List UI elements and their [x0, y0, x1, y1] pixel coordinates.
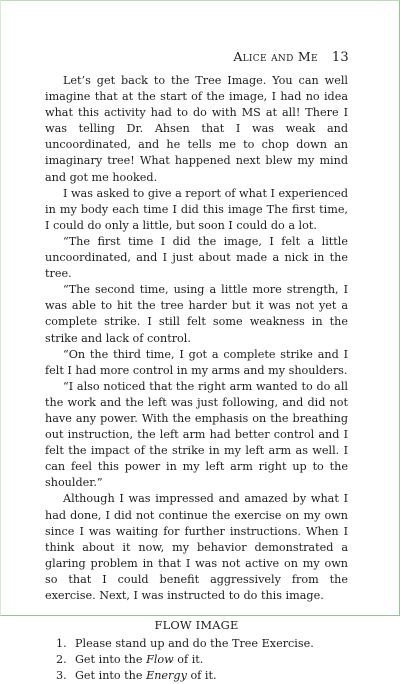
list-item: [45, 636, 348, 652]
step-number: 1.: [56, 637, 67, 651]
step-text: Please stand up and do the Tree Exercise.: [75, 637, 314, 651]
body-text: [45, 73, 348, 684]
paragraph: “The first time I did the image, I felt a little uncoordinated, and I just about made a nick in the tree.: [45, 234, 348, 281]
step-number: 3.: [56, 669, 67, 683]
step-number: 2.: [56, 653, 67, 667]
list-item: [45, 668, 348, 684]
step-text: Get into the Energy of it.: [75, 669, 217, 683]
section-title: FLOW IMAGE: [154, 618, 239, 633]
paragraph: “I also noticed that the right arm wanted to do all the work and the left was just following, and did not have any power. With the emphasis on the breathing out instruction, the left arm had better control and I felt the impact of the strike in my left arm as well. I can feel this power in my left arm right up to the shoulder.”: [45, 379, 348, 490]
list-item: [45, 652, 348, 668]
steps-list: [45, 636, 348, 684]
running-header: [233, 49, 349, 65]
paragraph: Although I was impressed and amazed by what I had done, I did not continue the exercise on my own since I was waiting for further instructions. When I think about it now, my behavior demonstrated a glaring problem in that I was not active on my own so that I could benefit aggressively from the exercise. Next, I was instructed to do this image.: [45, 492, 348, 602]
page-number: 13: [331, 50, 349, 65]
paragraph: “The second time, using a little more strength, I was able to hit the tree harder but it was not yet a complete strike. I still felt some weakness in the strike and lack of control.: [45, 283, 348, 345]
paragraph: Let’s get back to the Tree Image. You can well imagine that at the start of the image, I had no idea what this activity had to do with MS at all! There I was telling Dr. Ahsen that I was weak and uncoordinated, and he tells me to chop down an imaginary tree! What happened next blew my mind and got me hooked.: [45, 74, 348, 184]
step-text: Get into the Flow of it.: [75, 653, 204, 667]
paragraph: “On the third time, I got a complete strike and I felt I had more control in my arms and my shoulders.: [45, 347, 348, 377]
running-title: Alice and Me: [233, 49, 318, 64]
paragraph: I was asked to give a report of what I experienced in my body each time I did this image The first time, I could do only a little, but soon I could do a lot.: [45, 186, 348, 232]
